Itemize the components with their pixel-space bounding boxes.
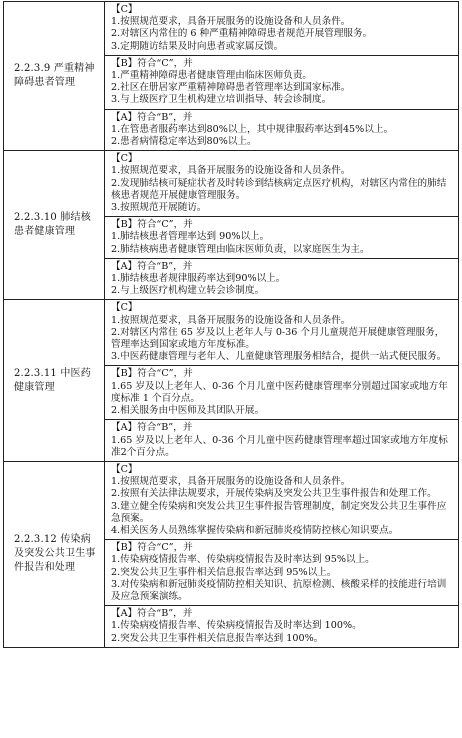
- criteria-level: [105, 259, 458, 300]
- level-heading: 【B】符合“C”，并: [111, 542, 193, 554]
- criteria-line: 3.中医药健康管理与老年人、儿童健康管理服务相结合，提供一站式便民服务。: [111, 351, 447, 363]
- criteria-line: 1.按照规范要求，具备开展服务的设施设备和人员条件。: [111, 165, 351, 177]
- table-row: [4, 300, 459, 461]
- criteria-line: 1.严重精神障碍患者健康管理由临床医师负责。: [111, 70, 313, 82]
- level-heading: 【B】符合“C”，并: [111, 368, 193, 380]
- criteria-line: 2.对辖区内常住的 6 种严重精神障碍患者规范开展管理服务。: [111, 28, 373, 40]
- criteria-level: [105, 56, 458, 110]
- criteria-line: 2.患者病情稳定率达到80%以上。: [111, 136, 257, 148]
- level-heading: 【C】: [111, 4, 138, 15]
- criteria-line: 2.对辖区内常住 65 岁及以上老年人与 0-36 个月儿童规范开展健康管理服务，管理率达到国家或地方年度标准。: [111, 326, 445, 351]
- level-heading: 【B】符合“C”，并: [111, 219, 193, 231]
- criteria-cell: [105, 2, 459, 151]
- level-heading: 【A】符合“B”，并: [111, 260, 193, 272]
- criteria-line: 1.在管患者服药率达到80%以上，其中规律服药率达到45%以上。: [111, 123, 394, 135]
- item-title: 2.2.3.10 肺结核患者健康管理: [14, 212, 91, 238]
- level-heading: 【C】: [111, 302, 138, 314]
- level-heading: 【C】: [111, 463, 138, 475]
- criteria-line: 1.传染病疫情报告率、传染病疫情报告及时率达到 95%以上。: [111, 554, 375, 566]
- criteria-cell: [105, 461, 459, 647]
- criteria-line: 2.社区在册居家严重精神障碍患者管理率达到国家标准。: [111, 82, 351, 94]
- criteria-line: 2.突发公共卫生事件相关信息报告率达到 100%。: [111, 632, 324, 644]
- criteria-line: 1.按照规范要求，具备开展服务的设施设备和人员条件。: [111, 314, 351, 326]
- item-title: 2.2.3.9 严重精神障碍患者管理: [14, 63, 95, 89]
- criteria-cell: [105, 300, 459, 461]
- criteria-line: 3.按照规范开展随访。: [111, 202, 207, 214]
- criteria-line: 1.65 岁及以上老年人、0-36 个月儿童中医药健康管理率超过国家或地方年度标准2个百分点。: [111, 434, 448, 458]
- item-title-cell: [4, 300, 105, 461]
- criteria-line: 1.肺结核患者规律服药率达到90%以上。: [111, 273, 286, 285]
- criteria-line: 2.肺结核病患者健康管理由临床医师负责，以家庭医生为主。: [111, 243, 370, 255]
- criteria-level: [105, 110, 458, 151]
- criteria-line: 4.相关医务人员熟练掌握传染病和新冠肺炎疫情防控核心知识要点。: [111, 524, 399, 536]
- criteria-level: [105, 151, 458, 217]
- item-title: 2.2.3.11 中医药健康管理: [14, 367, 91, 393]
- criteria-line: 2.发现肺结核可疑症状者及时转诊到结核病定点医疗机构，对辖区内常住的肺结核患者规范开展健康管理服务。: [111, 177, 447, 201]
- level-heading: 【B】符合“C”，并: [111, 57, 193, 69]
- criteria-line: 1.按照规范要求，具备开展服务的设施设备和人员条件。: [111, 476, 351, 488]
- table-row: [4, 461, 459, 647]
- item-title-cell: [4, 461, 105, 647]
- criteria-level: [105, 2, 458, 56]
- standards-table: [3, 1, 459, 648]
- table-row: [4, 151, 459, 300]
- criteria-level: [105, 420, 458, 461]
- item-title-cell: [4, 2, 105, 151]
- criteria-level: [105, 366, 458, 420]
- criteria-line: 1.传染病疫情报告率、传染病疫情报告及时率达到 100%。: [111, 620, 362, 632]
- criteria-line: 1.按照规范要求，具备开展服务的设施设备和人员条件。: [111, 16, 351, 28]
- criteria-line: 1.肺结核患者管理率达到 90%以上。: [111, 231, 270, 243]
- criteria-level: [105, 540, 458, 606]
- level-heading: 【A】符合“B”，并: [111, 608, 193, 620]
- item-title-cell: [4, 151, 105, 300]
- criteria-line: 2.相关服务由中医师及其团队开展。: [111, 405, 265, 417]
- criteria-line: 3.定期随访结果及时向患者或家属反馈。: [111, 40, 284, 52]
- item-title: 2.2.3.12 传染病及突发公共卫生事件报告和处理: [14, 534, 96, 574]
- criteria-line: 1.65 岁及以上老年人、0-36 个月儿童中医药健康管理率分别超过国家或地方年度标准 1 个百分点。: [111, 380, 448, 404]
- table-row: [4, 2, 459, 151]
- criteria-level: [105, 300, 458, 366]
- criteria-line: 3.建立健全传染病和突发公共卫生事件报告管理制度，制定突发公共卫生事件应急预案。: [111, 500, 447, 524]
- level-heading: 【A】符合“B”，并: [111, 111, 193, 123]
- level-heading: 【C】: [111, 153, 138, 165]
- criteria-level: [105, 217, 458, 259]
- criteria-line: 3.对传染病和新冠肺炎疫情防控相关知识、抗原检测、核酸采样的技能进行培训及应急预案演练。: [111, 578, 447, 602]
- criteria-line: 2.突发公共卫生事件相关信息报告率达到 95%以上。: [111, 566, 337, 578]
- criteria-level: [105, 606, 458, 647]
- level-heading: 【A】符合“B”，并: [111, 422, 193, 434]
- criteria-line: 2.与上级医疗机构建立转会诊制度。: [111, 285, 265, 297]
- criteria-line: 2.按照有关法律法规要求，开展传染病及突发公共卫生事件报告和处理工作。: [111, 488, 437, 500]
- criteria-line: 3.与上级医疗卫生机构建立培训指导、转会诊制度。: [111, 94, 332, 106]
- criteria-level: [105, 462, 458, 540]
- criteria-cell: [105, 151, 459, 300]
